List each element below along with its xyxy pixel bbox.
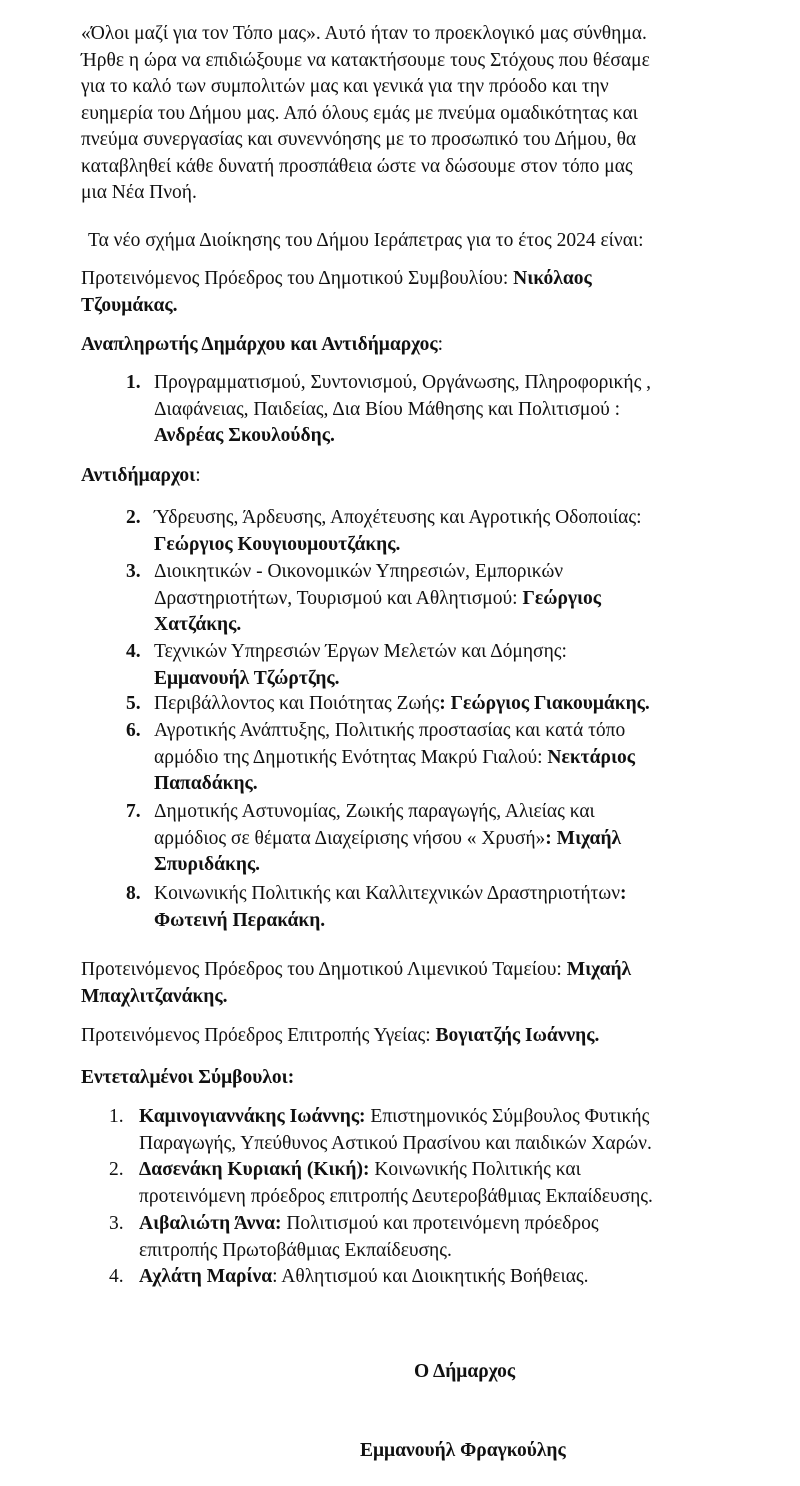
delegated-name: Καμινογιαννάκης Ιωάννης:	[139, 1106, 366, 1127]
deputy-item	[126, 718, 726, 798]
deputy-mayor-heading: Αναπληρωτής Δημάρχου και Αντιδήμαρχος:	[81, 334, 443, 355]
list-number: 2.	[126, 507, 141, 528]
delegated-item	[109, 1104, 739, 1157]
list-item-text: Τεχνικών Υπηρεσιών Έργων Μελετών και Δόμησης:	[154, 641, 567, 662]
list-number: 1.	[109, 1106, 124, 1127]
port-president-label: Προτεινόμενος Πρόεδρος του Δημοτικού Λιμενικού Ταμείου:	[81, 959, 567, 980]
deputy-name: : Μιχαήλ	[545, 827, 622, 849]
deputy-name: Γεώργιος	[522, 587, 602, 609]
list-number: 3.	[126, 561, 141, 582]
list-item-text: επιτροπής Πρωτοβάθμιας Εκπαίδευσης.	[139, 1239, 452, 1261]
list-number: 5.	[126, 693, 141, 714]
list-item-text: Επιστημονικός Σύμβουλος Φυτικής	[365, 1106, 650, 1127]
deputy-item: 8. Κοινωνικής Πολιτικής και Καλλιτεχνικών Δραστηριοτήτων: Φωτεινή Περακάκη.	[126, 881, 726, 934]
list-number: 6.	[126, 720, 141, 741]
list-item-text: Διαφάνειας, Παιδείας, Δια Βίου Μάθησης και Πολιτισμού :	[154, 398, 621, 420]
list-number: 2.	[109, 1159, 124, 1180]
deputy-mayor-item	[126, 370, 726, 450]
list-item-text: αρμόδιο της Δημοτικής Ενότητας Μακρύ Γιαλού:	[154, 746, 548, 768]
council-president	[81, 266, 721, 319]
deputy-mayor-name: Ανδρέας Σκουλούδης.	[154, 425, 335, 446]
intro-line: για το καλό των συμπολιτών μας και γενικά για την πρόοδο και την	[81, 76, 609, 97]
delegated-heading: Εντεταλμένοι Σύμβουλοι:	[81, 1067, 295, 1088]
port-president	[81, 957, 721, 1010]
port-president-name: Μπαχλιτζανάκης.	[81, 985, 228, 1007]
list-item-text: προτεινόμενη πρόεδρος επιτροπής Δευτεροβάθμιας Εκπαίδευσης.	[139, 1185, 653, 1207]
delegated-name: Δασενάκη Κυριακή (Κική):	[139, 1159, 370, 1180]
list-item-text: αρμόδιος σε θέματα Διαχείρισης νήσου « Χρυσή»	[154, 827, 546, 849]
deputy-name: Εμμανουήλ Τζώρτζης.	[154, 667, 340, 689]
deputy-name: : Γεώργιος Γιακουμάκης.	[439, 693, 650, 714]
deputy-item	[126, 559, 726, 639]
deputy-name: Παπαδάκης.	[154, 773, 258, 794]
deputies-heading: Αντιδήμαρχοι:	[81, 465, 201, 486]
list-item-text: Κοινωνικής Πολιτικής και	[369, 1159, 581, 1180]
deputy-item	[126, 639, 726, 692]
signature-title: Ο Δήμαρχος	[414, 1361, 516, 1382]
health-president-name: Βογιατζής Ιωάννης.	[435, 1025, 600, 1046]
deputy-name: Γεώργιος Κουγιουμουτζάκης.	[154, 533, 401, 555]
list-item-text: Ύδρευσης, Άρδευσης, Αποχέτευσης και Αγροτικής Οδοποιίας:	[154, 507, 642, 528]
health-president	[81, 1023, 721, 1050]
intro-line: Ήρθε η ώρα να επιδιώξουμε να κατακτήσουμε τους Στόχους που θέσαμε	[81, 49, 650, 71]
list-item-text: Προγραμματισμού, Συντονισμού, Οργάνωσης, Πληροφορικής ,	[154, 372, 652, 393]
list-item-text: Πολιτισμού και προτεινόμενη πρόεδρος	[281, 1213, 599, 1234]
deputy-name: Σπυριδάκης.	[154, 854, 261, 875]
list-number: 1.	[126, 372, 141, 393]
intro-line: μια Νέα Πνοή.	[81, 182, 197, 203]
deputy-item	[126, 505, 726, 558]
intro-line: ευημερία του Δήμου μας. Από όλους εμάς με πνεύμα ομαδικότητας και	[81, 102, 638, 124]
signature-name: Εμμανουήλ Φραγκούλης	[360, 1440, 566, 1461]
list-number: 4.	[126, 641, 141, 662]
deputy-item	[126, 691, 726, 718]
list-number: 8.	[126, 883, 141, 904]
list-item-text: Δραστηριοτήτων, Τουρισμού και Αθλητισμού:	[154, 587, 523, 609]
intro-line: «Όλοι μαζί για τον Τόπο μας». Αυτό ήταν το προεκλογικό μας σύνθημα.	[81, 23, 647, 44]
delegated-item	[109, 1157, 739, 1210]
list-item-text: Αγροτικής Ανάπτυξης, Πολιτικής προστασίας και κατά τόπο	[154, 720, 626, 741]
list-item-text: Παραγωγής, Υπεύθυνος Αστικού Πρασίνου και παιδικών Χαρών.	[139, 1132, 652, 1154]
list-number: 4.	[109, 1266, 124, 1287]
council-president-name: Τζουμάκας.	[81, 294, 178, 316]
list-item-text: Δημοτικής Αστυνομίας, Ζωικής παραγωγής, Αλιείας και	[154, 801, 595, 822]
delegated-item	[109, 1211, 739, 1264]
delegated-name: Αιβαλιώτη Άννα:	[139, 1213, 282, 1234]
list-item-text: Διοικητικών - Οικονομικών Υπηρεσιών, Εμπορικών	[154, 561, 564, 582]
intro-paragraph	[81, 21, 731, 207]
intro-line: πνεύμα συνεργασίας και συνεννόησης με το προσωπικό του Δήμου, θα	[81, 129, 637, 150]
list-item-text: : Αθλητισμού και Διοικητικής Βοήθειας.	[272, 1266, 589, 1287]
list-item-text: Περιβάλλοντος και Ποιότητας Ζωής	[154, 693, 440, 714]
health-president-label: Προτεινόμενος Πρόεδρος Επιτροπής Υγείας:	[81, 1025, 436, 1046]
deputy-name: Φωτεινή Περακάκη.	[154, 909, 326, 931]
deputy-item	[126, 799, 726, 879]
deputy-name: Νεκτάριος	[547, 746, 635, 768]
council-president-label: Προτεινόμενος Πρόεδρος του Δημοτικού Συμβουλίου:	[81, 268, 514, 289]
intro-line: καταβληθεί κάθε δυνατή προσπάθεια ώστε να δώσουμε στον τόπο μας	[81, 155, 633, 177]
council-president-name: Νικόλαος	[513, 268, 592, 289]
list-item-text: Κοινωνικής Πολιτικής και Καλλιτεχνικών Δραστηριοτήτων	[154, 883, 621, 904]
delegated-item	[109, 1264, 739, 1291]
scheme-title: Τα νέο σχήμα Διοίκησης του Δήμου Ιεράπετρας για το έτος 2024 είναι:	[88, 230, 644, 251]
list-number: 3.	[109, 1213, 124, 1234]
delegated-name: Αχλάτη Μαρίνα	[139, 1266, 273, 1287]
port-president-name: Μιχαήλ	[566, 959, 632, 980]
list-number: 7.	[126, 801, 141, 822]
deputy-name: Χατζάκης.	[154, 614, 242, 635]
